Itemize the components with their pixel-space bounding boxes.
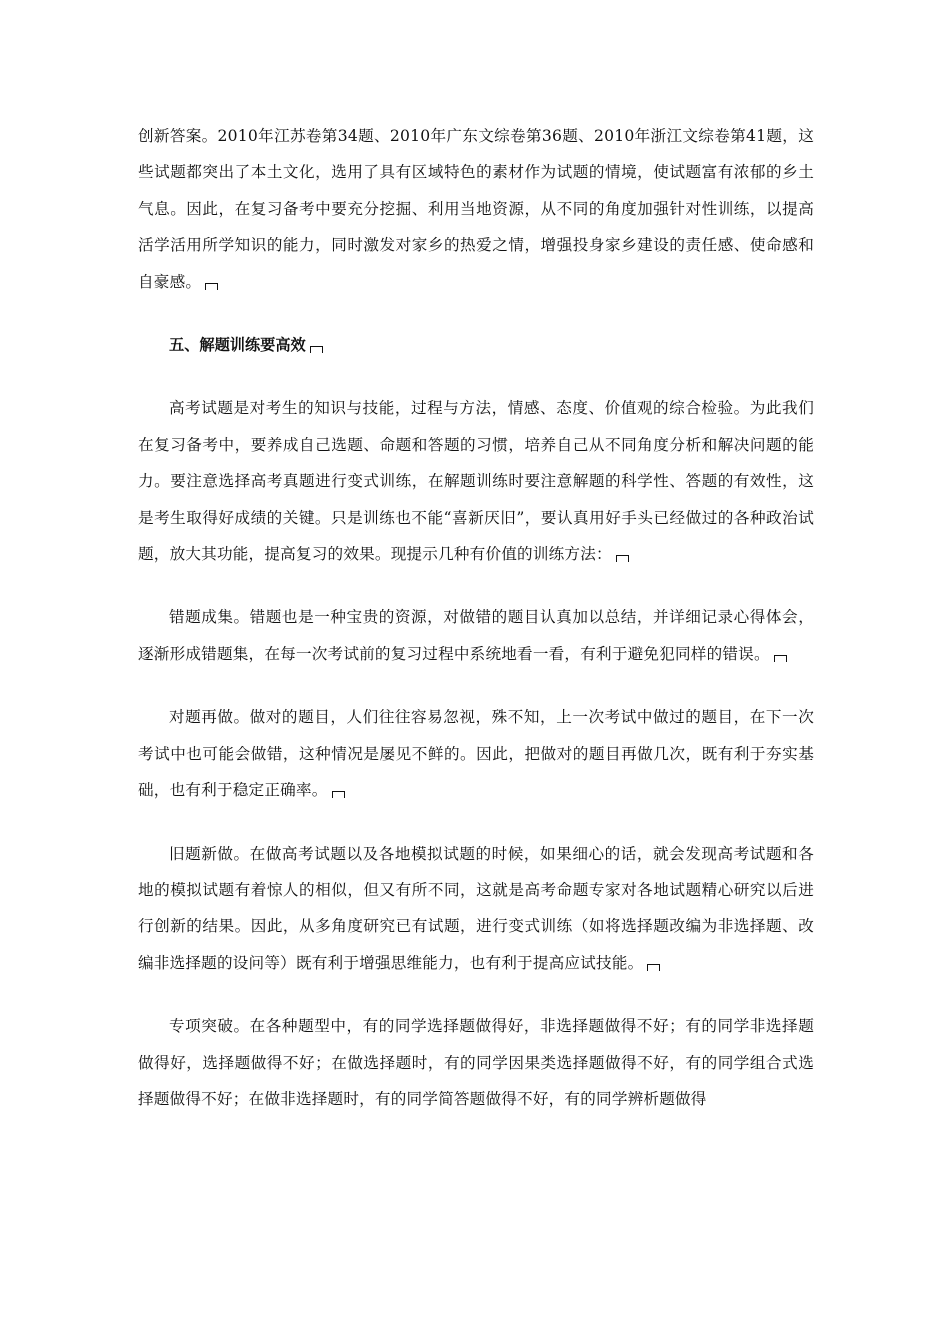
document-page: [138, 118, 814, 1117]
paragraph-text: 高考试题是对考生的知识与技能，过程与方法，情感、态度、价值观的综合检验。为此我们在复习备考中，要养成自己选题、命题和答题的习惯，培养自己从不同角度分析和解决问题的能力。要注意选择高考真题进行变式训练，在解题训练时要注意解题的科学性、答题的有效性，这是考生取得好成绩的关键。只是训练也不能“喜新厌旧”，要认真用好手头已经做过的各种政治试题，放大其功能，提高复习的效果。现提示几种有价值的训练方法：: [138, 399, 814, 564]
paragraph-special-breakthrough: [138, 1008, 814, 1117]
paragraph-text: 创新答案。2010年江苏卷第34题、2010年广东文综卷第36题、2010年浙江文综卷第41题，这些试题都突出了本土文化，选用了具有区域特色的素材作为试题的情境，使试题富有浓郁的乡土气息。因此，在复习备考中要充分挖掘、利用当地资源，从不同的角度加强针对性训练，以提高活学活用所学知识的能力，同时激发对家乡的热爱之情，增强投身家乡建设的责任感、使命感和自豪感。: [138, 127, 814, 291]
paragraph-text: 错题成集。错题也是一种宝贵的资源，对做错的题目认真加以总结，并详细记录心得体会，逐渐形成错题集，在每一次考试前的复习过程中系统地看一看，有利于避免犯同样的错误。: [138, 608, 814, 663]
paragraph-old-questions-new: [138, 836, 814, 982]
paragraph-text: 对题再做。做对的题目，人们往往容易忽视，殊不知，上一次考试中做过的题目，在下一次考试中也可能会做错，这种情况是屡见不鲜的。因此，把做对的题目再做几次，既有利于夯实基础，也有利于稳定正确率。: [138, 708, 814, 800]
section-heading-text: 五、解题训练要高效: [169, 336, 306, 355]
paragraph-mark-icon: [774, 655, 787, 662]
paragraph-text: 专项突破。在各种题型中，有的同学选择题做得好，非选择题做得不好；有的同学非选择题做得好，选择题做得不好；在做选择题时，有的同学因果类选择题做得不好，有的同学组合式选择题做得不好；在做非选择题时，有的同学简答题做得不好，有的同学辨析题做得: [138, 1017, 814, 1108]
paragraph-mark-icon: [205, 283, 218, 290]
paragraph-continued: [138, 118, 814, 300]
section-heading: [138, 327, 814, 363]
paragraph-mark-icon: [332, 791, 345, 798]
paragraph-mark-icon: [616, 555, 629, 562]
paragraph-text: 旧题新做。在做高考试题以及各地模拟试题的时候，如果细心的话，就会发现高考试题和各地的模拟试题有着惊人的相似，但又有所不同，这就是高考命题专家对各地试题精心研究以后进行创新的结果。因此，从多角度研究已有试题，进行变式训练（如将选择题改编为非选择题、改编非选择题的设问等）既有利于增强思维能力，也有利于提高应试技能。: [138, 844, 814, 972]
paragraph-mark-icon: [647, 964, 660, 971]
paragraph-intro: [138, 390, 814, 572]
paragraph-wrong-questions: [138, 599, 814, 672]
paragraph-redo-correct: [138, 699, 814, 808]
paragraph-mark-icon: [310, 346, 323, 353]
